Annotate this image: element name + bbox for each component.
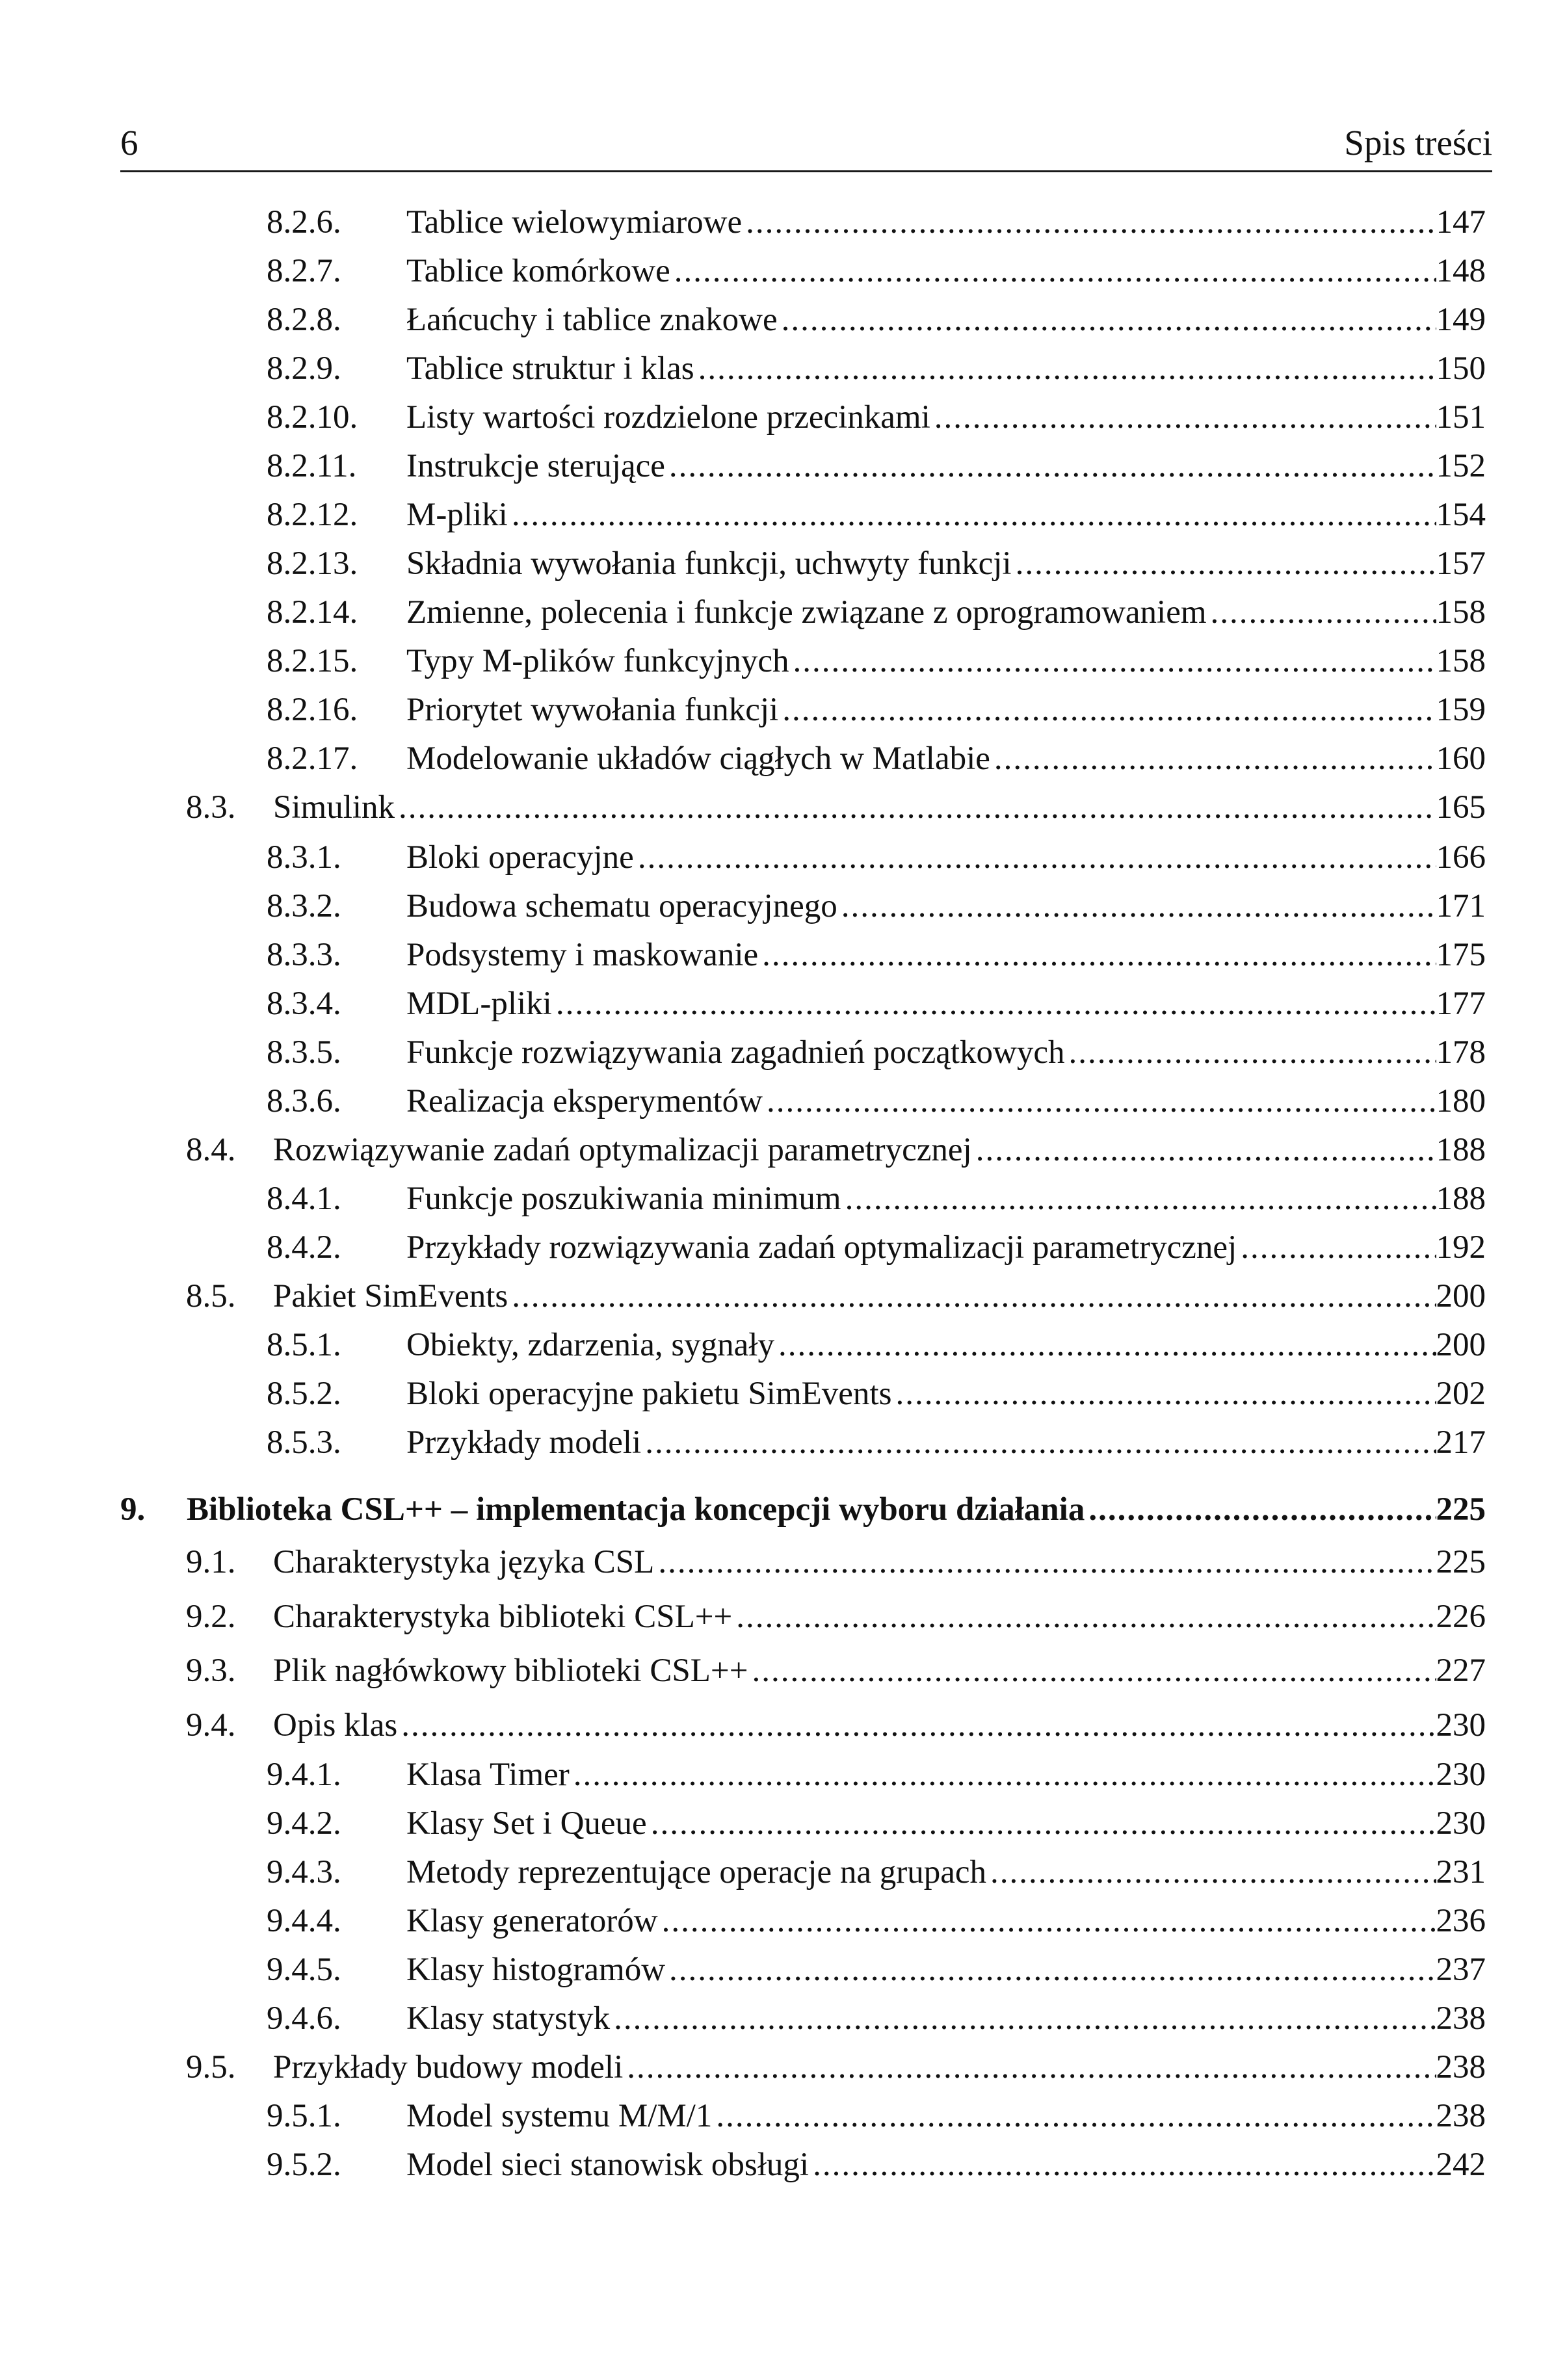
toc-entry-page: 149	[1436, 302, 1486, 338]
toc-entry-line	[273, 1597, 1486, 1636]
toc-entry-line	[406, 1374, 1486, 1413]
toc-entry-line	[406, 838, 1486, 877]
toc-entry	[267, 1999, 1486, 2038]
toc-entry-number: 8.4.1.	[267, 1181, 341, 1217]
toc-entry-line	[406, 544, 1486, 583]
dot-leader	[891, 1374, 1436, 1413]
dot-leader	[508, 495, 1436, 534]
dot-leader	[758, 935, 1436, 974]
toc-entry-number: 9.4.6.	[267, 2000, 341, 2037]
toc-entry-title: Klasy Set i Queue	[406, 1805, 647, 1842]
toc-entry	[186, 1543, 1486, 1582]
toc-entry	[267, 252, 1486, 291]
toc-entry-number: 9.4.	[186, 1707, 236, 1744]
dot-leader	[508, 1277, 1436, 1316]
dot-leader	[1207, 593, 1436, 632]
dot-leader	[809, 2145, 1436, 2184]
dot-leader	[986, 1853, 1436, 1892]
toc-entry-title: Klasy statystyk	[406, 2000, 611, 2037]
toc-entry-title: Tablice wielowymiarowe	[406, 204, 743, 241]
toc-entry	[267, 1902, 1486, 1941]
toc-entry	[267, 398, 1486, 437]
toc-entry-line	[406, 398, 1486, 437]
toc-entry-title: Biblioteka CSL++ – implementacja koncepcji wyboru działania	[187, 1491, 1085, 1528]
toc-entry-title: Realizacja eksperymentów	[406, 1083, 763, 1119]
toc-entry-page: 158	[1436, 643, 1486, 679]
dot-leader	[694, 349, 1436, 388]
toc-entry-page: 154	[1436, 497, 1486, 533]
running-title: Spis treści	[1344, 123, 1492, 163]
toc-entry-line	[273, 1131, 1486, 1170]
toc-entry-number: 8.3.6.	[267, 1083, 341, 1119]
dot-leader	[990, 739, 1436, 778]
toc-entry-number: 9.1.	[186, 1544, 236, 1580]
dot-leader	[641, 1423, 1436, 1462]
toc-entry-page: 177	[1436, 986, 1486, 1022]
dot-leader	[1085, 1490, 1436, 1529]
toc-entry-line	[406, 1082, 1486, 1121]
toc-entry	[267, 495, 1486, 534]
toc-entry-number: 8.2.16.	[267, 692, 358, 728]
toc-entry-number: 9.5.	[186, 2049, 236, 2086]
toc-entry-page: 226	[1436, 1599, 1486, 1635]
toc-entry-number: 9.4.4.	[267, 1903, 341, 1939]
toc-entry-page: 165	[1436, 789, 1486, 826]
dot-leader	[841, 1179, 1436, 1218]
toc-entry-number: 8.2.14.	[267, 594, 358, 631]
toc-entry-page: 230	[1436, 1707, 1486, 1744]
toc-entry-line	[406, 447, 1486, 486]
toc-entry	[267, 984, 1486, 1023]
toc-entry-page: 217	[1436, 1424, 1486, 1461]
toc-entry	[267, 1950, 1486, 1989]
toc-entry-line	[406, 1423, 1486, 1462]
toc-entry-page: 225	[1436, 1544, 1486, 1580]
toc-entry-line	[406, 203, 1486, 242]
page-number: 6	[120, 123, 138, 163]
toc-entry-title: Funkcje poszukiwania minimum	[406, 1181, 841, 1217]
toc-entry-line	[406, 1999, 1486, 2038]
toc-entry-title: Klasy histogramów	[406, 1952, 666, 1988]
toc-entry-page: 202	[1436, 1376, 1486, 1412]
toc-entry-number: 8.2.9.	[267, 350, 341, 387]
toc-entry	[267, 1755, 1486, 1794]
dot-leader	[837, 887, 1436, 926]
toc-entry-page: 150	[1436, 350, 1486, 387]
toc-entry-line	[406, 1853, 1486, 1892]
toc-entry-line	[406, 495, 1486, 534]
dot-leader	[778, 690, 1436, 729]
dot-leader	[930, 398, 1436, 437]
toc-entry-title: Priorytet wywołania funkcji	[406, 692, 779, 728]
dot-leader	[665, 1950, 1436, 1989]
toc-entry-title: Simulink	[273, 789, 395, 826]
toc-entry	[267, 2145, 1486, 2184]
toc-entry	[267, 1804, 1486, 1843]
dot-leader	[647, 1804, 1436, 1843]
toc-entry	[267, 887, 1486, 926]
toc-entry-page: 227	[1436, 1653, 1486, 1689]
toc-entry-number: 9.5.1.	[267, 2098, 341, 2134]
toc-entry-title: Składnia wywołania funkcji, uchwyty funkcji	[406, 545, 1012, 582]
toc-entry	[267, 642, 1486, 681]
toc-entry-page: 175	[1436, 937, 1486, 973]
toc-entry-number: 8.2.7.	[267, 253, 341, 289]
toc-entry-page: 180	[1436, 1083, 1486, 1119]
toc-entry	[267, 349, 1486, 388]
toc-entry-title: MDL-pliki	[406, 986, 552, 1022]
toc-entry	[267, 1423, 1486, 1462]
toc-entry	[186, 1651, 1486, 1690]
toc-entry	[267, 838, 1486, 877]
dot-leader	[1012, 544, 1436, 583]
toc-entry-page: 238	[1436, 2000, 1486, 2037]
toc-entry-line	[406, 300, 1486, 339]
toc-entry-title: Opis klas	[273, 1707, 398, 1744]
toc-entry	[186, 1597, 1486, 1636]
toc-entry-line	[406, 2097, 1486, 2136]
toc-entry-page: 200	[1436, 1278, 1486, 1314]
toc-entry	[267, 593, 1486, 632]
dot-leader	[634, 838, 1436, 877]
toc-entry-line	[406, 1755, 1486, 1794]
toc-entry-number: 9.	[120, 1491, 146, 1528]
dot-leader	[665, 447, 1436, 486]
toc-entry-number: 8.2.12.	[267, 497, 358, 533]
toc-entry	[186, 2048, 1486, 2087]
toc-entry-line	[406, 1950, 1486, 1989]
toc-entry-title: Metody reprezentujące operacje na grupach	[406, 1854, 987, 1890]
dot-leader	[972, 1131, 1436, 1170]
toc-entry	[267, 2097, 1486, 2136]
toc-entry-number: 9.4.5.	[267, 1952, 341, 1988]
toc-entry	[267, 1853, 1486, 1892]
toc-entry-title: Tablice komórkowe	[406, 253, 670, 289]
toc-entry-title: Budowa schematu operacyjnego	[406, 888, 837, 924]
dot-leader	[610, 1999, 1436, 2038]
toc-entry-line	[406, 739, 1486, 778]
dot-leader	[658, 1902, 1436, 1941]
toc-entry-line	[273, 1706, 1486, 1745]
toc-entry	[267, 1082, 1486, 1121]
toc-entry-title: Instrukcje sterujące	[406, 448, 665, 484]
toc-entry-number: 9.2.	[186, 1599, 236, 1635]
toc-entry-page: 159	[1436, 692, 1486, 728]
toc-entry-line	[273, 1543, 1486, 1582]
toc-entry-title: Przykłady budowy modeli	[273, 2049, 624, 2086]
toc-entry	[267, 739, 1486, 778]
toc-entry-number: 9.4.3.	[267, 1854, 341, 1890]
toc-entry-page: 171	[1436, 888, 1486, 924]
toc-entry-number: 8.2.11.	[267, 448, 357, 484]
toc-entry-page: 225	[1436, 1491, 1486, 1528]
toc-entry-number: 8.2.8.	[267, 302, 341, 338]
toc-entry-line	[406, 984, 1486, 1023]
toc-entry-page: 188	[1436, 1181, 1486, 1217]
toc-entry-line	[187, 1490, 1486, 1529]
toc-entry-title: Charakterystyka biblioteki CSL++	[273, 1599, 733, 1635]
toc-entry-line	[406, 1179, 1486, 1218]
toc-entry-page: 238	[1436, 2049, 1486, 2086]
toc-entry-number: 8.3.4.	[267, 986, 341, 1022]
toc-entry-page: 157	[1436, 545, 1486, 582]
toc-entry-page: 160	[1436, 740, 1486, 777]
dot-leader	[742, 203, 1436, 242]
toc-entry-title: Przykłady modeli	[406, 1424, 642, 1461]
toc-entry-number: 8.2.10.	[267, 399, 358, 436]
toc-entry	[267, 935, 1486, 974]
toc-entry-line	[273, 788, 1486, 827]
toc-entry-number: 8.3.5.	[267, 1034, 341, 1071]
toc-entry-title: Model sieci stanowisk obsługi	[406, 2147, 810, 2183]
toc-entry-number: 8.2.17.	[267, 740, 358, 777]
toc-entry	[120, 1490, 1486, 1529]
toc-entry-number: 8.3.3.	[267, 937, 341, 973]
toc-entry-number: 8.5.	[186, 1278, 236, 1314]
toc-entry-title: Klasa Timer	[406, 1757, 570, 1793]
toc-entry-line	[406, 1228, 1486, 1267]
toc-entry-number: 8.5.3.	[267, 1424, 341, 1461]
toc-entry-title: Typy M-plików funkcyjnych	[406, 643, 789, 679]
toc-entry-title: Modelowanie układów ciągłych w Matlabie	[406, 740, 990, 777]
toc-entry-page: 188	[1436, 1132, 1486, 1168]
toc-entry-line	[406, 1804, 1486, 1843]
toc-entry-number: 9.3.	[186, 1653, 236, 1689]
toc-entry	[267, 300, 1486, 339]
toc-entry-page: 230	[1436, 1757, 1486, 1793]
toc-entry	[267, 1228, 1486, 1267]
toc-entry-number: 8.3.2.	[267, 888, 341, 924]
toc-entry-number: 8.5.1.	[267, 1327, 341, 1363]
toc-entry-line	[273, 1277, 1486, 1316]
dot-leader	[570, 1755, 1436, 1794]
toc-entry-number: 8.2.6.	[267, 204, 341, 241]
toc-entry	[267, 1033, 1486, 1072]
toc-entry-page: 151	[1436, 399, 1486, 436]
toc-entry-page: 148	[1436, 253, 1486, 289]
toc-entry-page: 242	[1436, 2147, 1486, 2183]
toc-entry-title: Pakiet SimEvents	[273, 1278, 508, 1314]
dot-leader	[789, 642, 1436, 681]
toc-entry-number: 8.3.1.	[267, 839, 341, 876]
toc-entry-page: 192	[1436, 1229, 1486, 1266]
dot-leader	[732, 1597, 1436, 1636]
toc-entry-number: 8.2.13.	[267, 545, 358, 582]
dot-leader	[552, 984, 1436, 1023]
toc-entry-title: M-pliki	[406, 497, 508, 533]
toc-entry-page: 236	[1436, 1903, 1486, 1939]
toc-entry-page: 200	[1436, 1327, 1486, 1363]
dot-leader	[395, 788, 1436, 827]
toc-entry	[267, 203, 1486, 242]
dot-leader	[774, 1326, 1436, 1365]
toc-entry-line	[406, 593, 1486, 632]
toc-entry	[267, 1179, 1486, 1218]
toc-entry	[186, 788, 1486, 827]
toc-entry-line	[273, 1651, 1486, 1690]
toc-entry-line	[406, 1902, 1486, 1941]
toc-entry-title: Listy wartości rozdzielone przecinkami	[406, 399, 930, 436]
toc-entry	[186, 1706, 1486, 1745]
toc-entry-number: 9.4.1.	[267, 1757, 341, 1793]
toc-entry-line	[406, 887, 1486, 926]
toc-entry-page: 231	[1436, 1854, 1486, 1890]
toc-entry-title: Bloki operacyjne	[406, 839, 634, 876]
toc-entry-line	[406, 349, 1486, 388]
toc-entry	[267, 447, 1486, 486]
toc-entry-page: 166	[1436, 839, 1486, 876]
toc-entry	[267, 544, 1486, 583]
toc-entry-line	[406, 252, 1486, 291]
dot-leader	[397, 1706, 1436, 1745]
toc-entry-line	[406, 1033, 1486, 1072]
dot-leader	[1064, 1033, 1436, 1072]
toc-entry-number: 8.4.	[186, 1132, 236, 1168]
toc-entry-page: 230	[1436, 1805, 1486, 1842]
toc-entry	[267, 690, 1486, 729]
toc-entry-title: Rozwiązywanie zadań optymalizacji parametrycznej	[273, 1132, 972, 1168]
toc-entry	[186, 1277, 1486, 1316]
toc-entry-line	[406, 2145, 1486, 2184]
toc-entry-title: Zmienne, polecenia i funkcje związane z oprogramowaniem	[406, 594, 1207, 631]
toc-entry	[267, 1326, 1486, 1365]
toc-entry	[186, 1131, 1486, 1170]
toc-entry-page: 238	[1436, 2098, 1486, 2134]
toc-entry-line	[406, 935, 1486, 974]
toc-entry-line	[406, 1326, 1486, 1365]
toc-entry-title: Charakterystyka języka CSL	[273, 1544, 655, 1580]
toc-entry-page: 237	[1436, 1952, 1486, 1988]
toc-entry-page: 178	[1436, 1034, 1486, 1071]
dot-leader	[763, 1082, 1436, 1121]
dot-leader	[1237, 1228, 1436, 1267]
toc-entry-title: Model systemu M/M/1	[406, 2098, 713, 2134]
toc-entry-page: 158	[1436, 594, 1486, 631]
toc-entry-number: 8.4.2.	[267, 1229, 341, 1266]
toc-entry-title: Obiekty, zdarzenia, sygnały	[406, 1327, 774, 1363]
dot-leader	[670, 252, 1436, 291]
toc-entry	[267, 1374, 1486, 1413]
toc-entry-number: 9.5.2.	[267, 2147, 341, 2183]
toc-entry-title: Przykłady rozwiązywania zadań optymalizacji parametrycznej	[406, 1229, 1237, 1266]
dot-leader	[623, 2048, 1436, 2087]
toc-entry-title: Bloki operacyjne pakietu SimEvents	[406, 1376, 892, 1412]
toc-entry-page: 147	[1436, 204, 1486, 241]
toc-entry-title: Funkcje rozwiązywania zagadnień początkowych	[406, 1034, 1065, 1071]
toc-entry-number: 9.4.2.	[267, 1805, 341, 1842]
toc-entry-line	[406, 642, 1486, 681]
dot-leader	[654, 1543, 1436, 1582]
toc-entry-title: Plik nagłówkowy biblioteki CSL++	[273, 1653, 748, 1689]
toc-entry-title: Podsystemy i maskowanie	[406, 937, 759, 973]
dot-leader	[712, 2097, 1436, 2136]
toc-entry-number: 8.5.2.	[267, 1376, 341, 1412]
toc-entry-line	[406, 690, 1486, 729]
dot-leader	[778, 300, 1436, 339]
toc-entry-title: Łańcuchy i tablice znakowe	[406, 302, 778, 338]
toc-entry-number: 8.3.	[186, 789, 236, 826]
dot-leader	[748, 1651, 1436, 1690]
toc-entry-title: Klasy generatorów	[406, 1903, 658, 1939]
toc-entry-page: 152	[1436, 448, 1486, 484]
toc-entry-title: Tablice struktur i klas	[406, 350, 694, 387]
toc-entry-line	[273, 2048, 1486, 2087]
toc-entry-number: 8.2.15.	[267, 643, 358, 679]
